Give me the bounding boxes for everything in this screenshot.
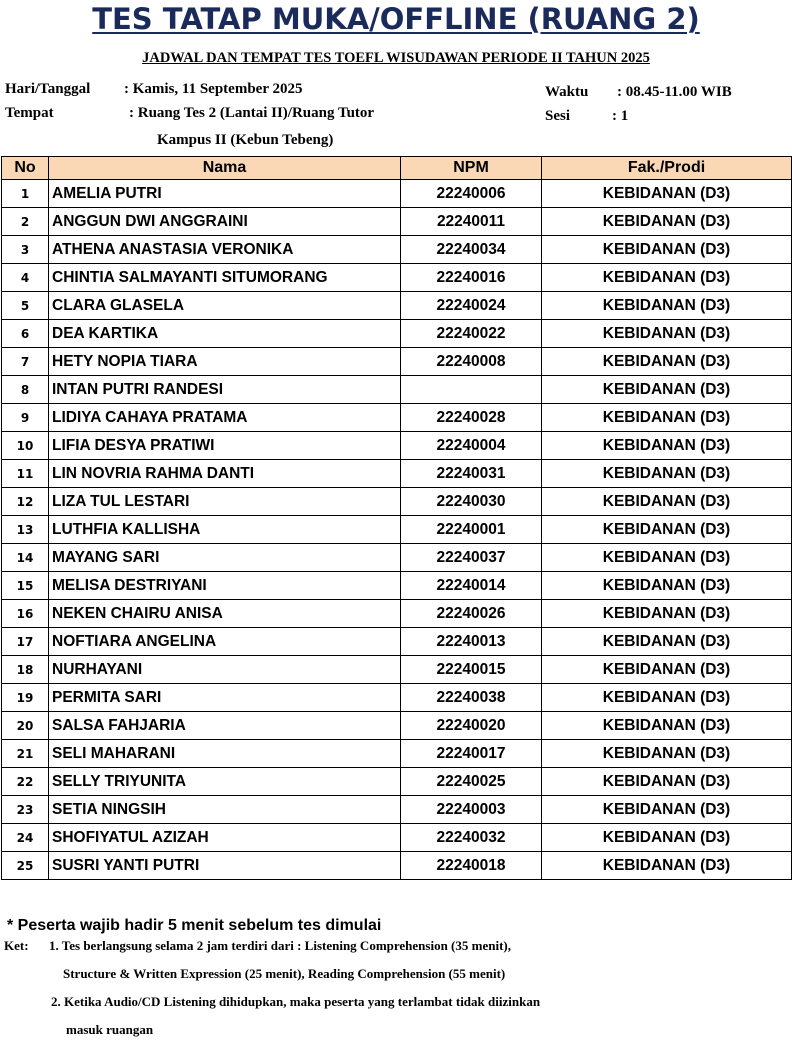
table-row xyxy=(2,292,792,320)
row-npm: 22240001 xyxy=(401,516,542,544)
row-nama: LIN NOVRIA RAHMA DANTI xyxy=(49,460,401,488)
waktu-value: : 08.45-11.00 WIB xyxy=(617,84,732,100)
row-npm: 22240032 xyxy=(401,824,542,852)
row-no: 3 xyxy=(2,236,49,264)
row-nama: MAYANG SARI xyxy=(49,544,401,572)
row-npm: 22240024 xyxy=(401,292,542,320)
row-npm: 22240022 xyxy=(401,320,542,348)
row-prodi: KEBIDANAN (D3) xyxy=(542,824,792,852)
participant-table xyxy=(1,156,792,880)
page-subtitle-text: JADWAL DAN TEMPAT TES TOEFL WISUDAWAN PERIODE II TAHUN 2025 xyxy=(142,50,650,66)
row-prodi: KEBIDANAN (D3) xyxy=(542,656,792,684)
row-prodi: KEBIDANAN (D3) xyxy=(542,432,792,460)
row-prodi: KEBIDANAN (D3) xyxy=(542,348,792,376)
row-npm: 22240004 xyxy=(401,432,542,460)
row-prodi: KEBIDANAN (D3) xyxy=(542,572,792,600)
row-nama: DEA KARTIKA xyxy=(49,320,401,348)
row-nama: INTAN PUTRI RANDESI xyxy=(49,376,401,404)
row-npm: 22240038 xyxy=(401,684,542,712)
sesi-value: : 1 xyxy=(612,108,629,124)
row-prodi: KEBIDANAN (D3) xyxy=(542,600,792,628)
row-no: 11 xyxy=(2,460,49,488)
row-nama: ANGGUN DWI ANGGRAINI xyxy=(49,208,401,236)
row-no: 13 xyxy=(2,516,49,544)
table-row xyxy=(2,404,792,432)
row-npm xyxy=(401,376,542,404)
row-npm: 22240016 xyxy=(401,264,542,292)
row-prodi: KEBIDANAN (D3) xyxy=(542,684,792,712)
row-npm: 22240006 xyxy=(401,180,542,208)
table-row xyxy=(2,852,792,880)
row-prodi: KEBIDANAN (D3) xyxy=(542,712,792,740)
row-nama: SELI MAHARANI xyxy=(49,740,401,768)
header-npm: NPM xyxy=(401,157,542,180)
row-npm: 22240025 xyxy=(401,768,542,796)
row-prodi: KEBIDANAN (D3) xyxy=(542,628,792,656)
header-prodi: Fak./Prodi xyxy=(542,157,792,180)
table-row xyxy=(2,236,792,264)
tempat-value-line2: Kampus II (Kebun Tebeng) xyxy=(157,132,334,148)
row-prodi: KEBIDANAN (D3) xyxy=(542,320,792,348)
row-no: 21 xyxy=(2,740,49,768)
row-prodi: KEBIDANAN (D3) xyxy=(542,544,792,572)
table-row xyxy=(2,180,792,208)
row-no: 16 xyxy=(2,600,49,628)
row-npm: 22240013 xyxy=(401,628,542,656)
table-row xyxy=(2,264,792,292)
row-prodi: KEBIDANAN (D3) xyxy=(542,208,792,236)
row-no: 10 xyxy=(2,432,49,460)
row-npm: 22240031 xyxy=(401,460,542,488)
row-npm: 22240015 xyxy=(401,656,542,684)
table-row xyxy=(2,348,792,376)
row-nama: PERMITA SARI xyxy=(49,684,401,712)
row-no: 6 xyxy=(2,320,49,348)
row-npm: 22240030 xyxy=(401,488,542,516)
ket-item1-line1: 1. Tes berlangsung selama 2 jam terdiri dari : Listening Comprehension (35 menit), xyxy=(49,938,511,953)
row-no: 7 xyxy=(2,348,49,376)
row-no: 12 xyxy=(2,488,49,516)
row-prodi: KEBIDANAN (D3) xyxy=(542,264,792,292)
row-npm: 22240018 xyxy=(401,852,542,880)
attendance-note: * Peserta wajib hadir 5 menit sebelum tes dimulai xyxy=(7,917,382,934)
page-title xyxy=(0,2,792,36)
row-no: 8 xyxy=(2,376,49,404)
table-row xyxy=(2,460,792,488)
row-nama: LIDIYA CAHAYA PRATAMA xyxy=(49,404,401,432)
tempat-label: Tempat xyxy=(5,105,54,121)
row-npm: 22240034 xyxy=(401,236,542,264)
table-row xyxy=(2,376,792,404)
row-nama: SELLY TRIYUNITA xyxy=(49,768,401,796)
row-prodi: KEBIDANAN (D3) xyxy=(542,740,792,768)
row-no: 2 xyxy=(2,208,49,236)
header-no: No xyxy=(2,157,49,180)
row-prodi: KEBIDANAN (D3) xyxy=(542,488,792,516)
row-nama: LIZA TUL LESTARI xyxy=(49,488,401,516)
row-no: 5 xyxy=(2,292,49,320)
hari-label: Hari/Tanggal xyxy=(5,81,91,97)
row-nama: NOFTIARA ANGELINA xyxy=(49,628,401,656)
row-nama: SETIA NINGSIH xyxy=(49,796,401,824)
hari-value: : Kamis, 11 September 2025 xyxy=(124,81,303,97)
table-row xyxy=(2,488,792,516)
row-prodi: KEBIDANAN (D3) xyxy=(542,768,792,796)
row-prodi: KEBIDANAN (D3) xyxy=(542,404,792,432)
table-row xyxy=(2,544,792,572)
row-no: 23 xyxy=(2,796,49,824)
ket-item2-line2: masuk ruangan xyxy=(66,1022,154,1037)
table-row xyxy=(2,516,792,544)
table-body xyxy=(2,180,792,880)
row-npm: 22240037 xyxy=(401,544,542,572)
row-nama: CLARA GLASELA xyxy=(49,292,401,320)
ket-item1-line2: Structure & Written Expression (25 menit), Reading Comprehension (55 menit) xyxy=(63,966,506,981)
row-prodi: KEBIDANAN (D3) xyxy=(542,376,792,404)
row-no: 20 xyxy=(2,712,49,740)
table-row xyxy=(2,600,792,628)
row-prodi: KEBIDANAN (D3) xyxy=(542,796,792,824)
row-npm: 22240008 xyxy=(401,348,542,376)
sesi-label: Sesi xyxy=(545,108,571,124)
table-row xyxy=(2,824,792,852)
row-npm: 22240020 xyxy=(401,712,542,740)
table-row xyxy=(2,572,792,600)
table-row xyxy=(2,740,792,768)
row-prodi: KEBIDANAN (D3) xyxy=(542,236,792,264)
table-row xyxy=(2,432,792,460)
header-nama: Nama xyxy=(49,157,401,180)
row-nama: LUTHFIA KALLISHA xyxy=(49,516,401,544)
row-prodi: KEBIDANAN (D3) xyxy=(542,852,792,880)
row-npm: 22240011 xyxy=(401,208,542,236)
table-row xyxy=(2,656,792,684)
row-nama: SALSA FAHJARIA xyxy=(49,712,401,740)
row-no: 24 xyxy=(2,824,49,852)
row-nama: HETY NOPIA TIARA xyxy=(49,348,401,376)
row-nama: NEKEN CHAIRU ANISA xyxy=(49,600,401,628)
row-no: 15 xyxy=(2,572,49,600)
row-npm: 22240028 xyxy=(401,404,542,432)
table-row xyxy=(2,712,792,740)
table-row xyxy=(2,796,792,824)
row-no: 1 xyxy=(2,180,49,208)
row-no: 25 xyxy=(2,852,49,880)
row-no: 4 xyxy=(2,264,49,292)
row-nama: AMELIA PUTRI xyxy=(49,180,401,208)
row-no: 19 xyxy=(2,684,49,712)
row-nama: SHOFIYATUL AZIZAH xyxy=(49,824,401,852)
row-nama: CHINTIA SALMAYANTI SITUMORANG xyxy=(49,264,401,292)
table-row xyxy=(2,628,792,656)
table-row xyxy=(2,768,792,796)
ket-item2-line1: 2. Ketika Audio/CD Listening dihidupkan, maka peserta yang terlambat tidak diizinkan xyxy=(51,994,541,1009)
row-no: 14 xyxy=(2,544,49,572)
row-nama: LIFIA DESYA PRATIWI xyxy=(49,432,401,460)
row-no: 17 xyxy=(2,628,49,656)
row-no: 22 xyxy=(2,768,49,796)
row-no: 18 xyxy=(2,656,49,684)
row-nama: NURHAYANI xyxy=(49,656,401,684)
row-prodi: KEBIDANAN (D3) xyxy=(542,292,792,320)
row-npm: 22240026 xyxy=(401,600,542,628)
table-row xyxy=(2,208,792,236)
row-no: 9 xyxy=(2,404,49,432)
row-nama: SUSRI YANTI PUTRI xyxy=(49,852,401,880)
row-npm: 22240003 xyxy=(401,796,542,824)
row-nama: ATHENA ANASTASIA VERONIKA xyxy=(49,236,401,264)
row-npm: 22240014 xyxy=(401,572,542,600)
tempat-value: : Ruang Tes 2 (Lantai II)/Ruang Tutor xyxy=(129,105,375,121)
table-header-row xyxy=(2,157,792,180)
row-prodi: KEBIDANAN (D3) xyxy=(542,516,792,544)
row-prodi: KEBIDANAN (D3) xyxy=(542,180,792,208)
waktu-label: Waktu xyxy=(545,84,589,100)
table-row xyxy=(2,320,792,348)
row-prodi: KEBIDANAN (D3) xyxy=(542,460,792,488)
row-nama: MELISA DESTRIYANI xyxy=(49,572,401,600)
table-row xyxy=(2,684,792,712)
row-npm: 22240017 xyxy=(401,740,542,768)
ket-label: Ket: xyxy=(4,938,29,953)
page-subtitle xyxy=(0,50,792,67)
page-title-text: TES TATAP MUKA/OFFLINE (RUANG 2) xyxy=(92,2,700,36)
